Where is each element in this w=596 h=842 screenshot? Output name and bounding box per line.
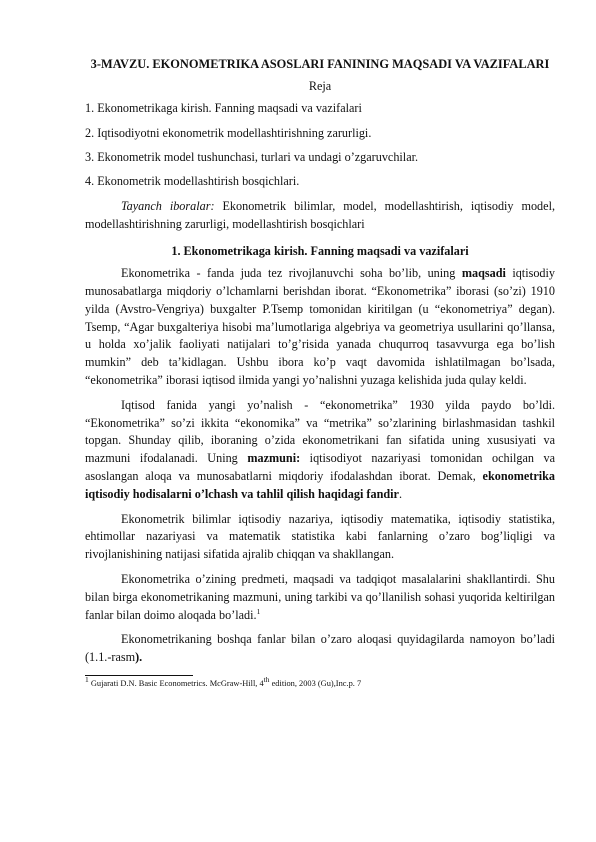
paragraph-text: iqtisodiy munosabatlarga miqdoriy o’lchamlarni berishdan iborat. “Ekonometrika” iborasi (so’zi) 1910 yilda (Avstro-Vengriya) buxgalter P.Tsemp tomonidan kiritilgan (u “ekonometriya” degan). Tsemp, “Agar buxgalteriya hisobi ma’lumotlariga algebriya va geometriya usullarini qo’llansa, u holda xo’jalik faoliyati natijalari to’g’risida yanada chuqurroq tasavvurga ega bo’lish mumkin” deb ta’kidlagan. Ushbu ibora ko’p vaqt davomida ishlatilmagan bo’lsada, “ekonometrika” iborasi iqtisod ilmida yangi yo’nalishni yuzaga kelishida juda qulay keldi. <box>85 266 555 388</box>
paragraph-2 <box>85 397 555 504</box>
plan-item: 1. Ekonometrikaga kirish. Fanning maqsadi va vazifalari <box>85 101 362 116</box>
document-page <box>85 56 555 689</box>
footnote-separator <box>85 675 193 676</box>
paragraph-3: Ekonometrik bilimlar iqtisodiy nazariya, iqtisodiy matematika, iqtisodiy statistika, ehtimollar nazariyasi va matematik statistika kabi fanlarning o’zaro bog’liqligi va rivojlanishining natijasi sifatida ajralib chiqqan va shakllangan. <box>85 511 555 562</box>
paragraph-text: Iqtisod fanida yangi yo’nalish - “ekonometrika” 1930 yilda paydo bo’ldi. “Ekonometrika” so’zi ikkita “ekonomika” va “metrika” so’zlarining birlashmasidan tashkil topgan. Shunday qilib, iboraning o’zida ekonometrikani fan sifatida uning xususiyati va mazmuni ifodalanadi. Uning <box>85 397 555 466</box>
keywords-paragraph <box>85 198 555 234</box>
paragraph-4 <box>85 571 555 624</box>
paragraph-text: Ekonometrika o’zining predmeti, maqsadi va tadqiqot masalalarini shakllantirdi. Shu bilan birga ekonometrikaning mazmuni, uning tarkibi va qo’llanilish sohasi yuqorida keltirilgan fanlar bilan doimo aloqada bo’ladi. <box>85 572 555 622</box>
page-title: 3-MAVZU. EKONOMETRIKA ASOSLARI FANINING MAQSADI VA VAZIFALARI <box>90 57 550 71</box>
footnote-reference: 1 <box>256 606 261 616</box>
paragraph-text: iqtisodiyot nazariyasi tomonidan ochilgan va asoslangan aloqa va munosabatlarni miqdoriy ifodalashdan iborat. Demak, <box>85 451 555 484</box>
bold-term: maqsadi <box>461 266 506 281</box>
plan-item: 2. Iqtisodiyotni ekonometrik modellashtirishning zarurligi. <box>85 125 372 140</box>
plan-heading: Reja <box>308 78 332 93</box>
plan-list <box>85 100 555 191</box>
keywords-text: Ekonometrik bilimlar, model, modellashtirish, iqtisodiy model, modellashtirishning zarurligi, modellashtirish bosqichlari <box>85 198 555 231</box>
paragraph-text: Ekonometrikaning boshqa fanlar bilan o’zaro aloqasi quyidagilarda namoyon bo’ladi (1.1.-rasm <box>85 632 555 665</box>
keywords-label: Tayanch iboralar: <box>121 198 215 213</box>
paragraph-5 <box>85 631 555 667</box>
plan-item: 3. Ekonometrik model tushunchasi, turlari va undagi o’zgaruvchilar. <box>85 150 419 165</box>
footnote <box>85 675 555 689</box>
footnote-text: edition, 2003 (Gu),Inc.p. 7 <box>269 678 362 688</box>
plan-item: 4. Ekonometrik modellashtirish bosqichlari. <box>85 174 300 189</box>
footnote-number: 1 <box>85 675 89 685</box>
paragraph-text: Ekonometrika - fanda juda tez rivojlanuvchi soha bo’lib, uning <box>121 266 462 281</box>
paragraph-1 <box>85 265 555 390</box>
footnote-text: Gujarati D.N. Basic Econometrics. McGraw-Hill, 4 <box>88 678 264 688</box>
bold-term: mazmuni: <box>247 451 301 466</box>
section-heading: 1. Ekonometrikaga kirish. Fanning maqsadi va vazifalari <box>171 244 469 259</box>
bold-closing: ). <box>135 650 143 665</box>
paragraph-text: . <box>398 486 402 501</box>
footnote-superscript: th <box>263 675 270 685</box>
bold-definition: ekonometrika iqtisodiy hodisalarni o’lchash va tahlil qilish haqidagi fandir <box>85 469 555 501</box>
